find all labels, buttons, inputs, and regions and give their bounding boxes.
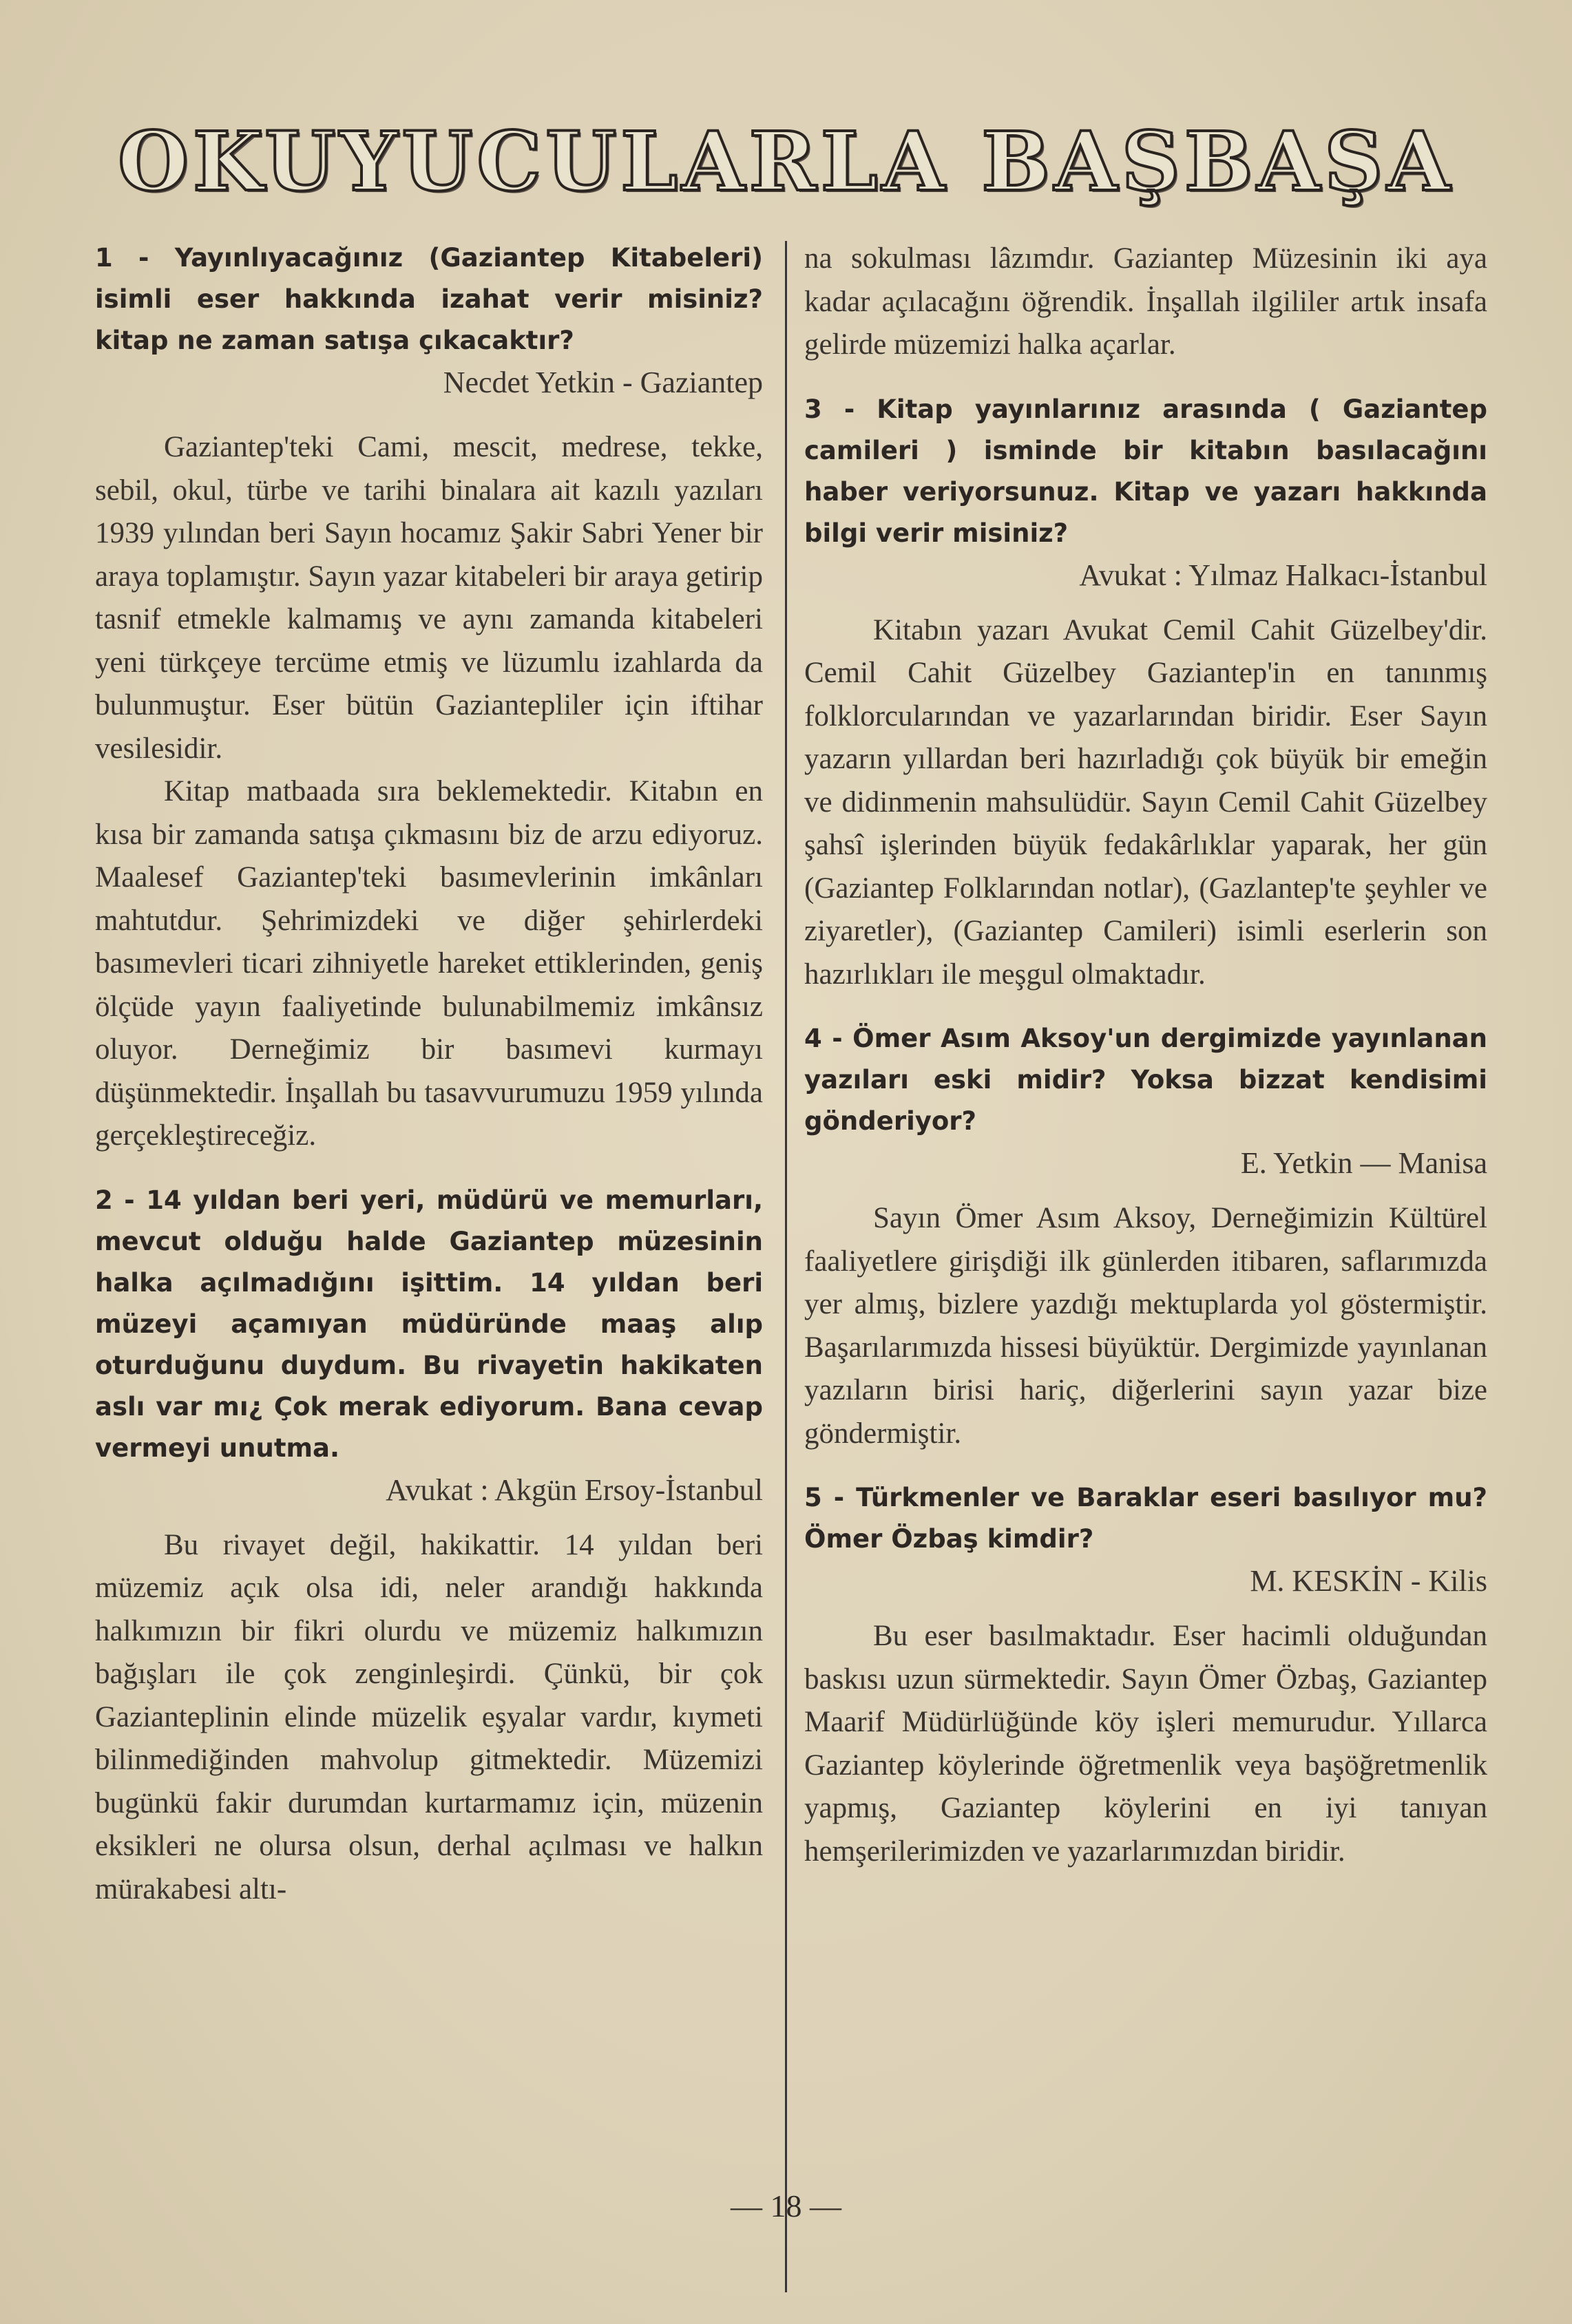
question-4-author: E. Yetkin — Manisa <box>1240 1146 1487 1180</box>
question-1-author: Necdet Yetkin - Gaziantep <box>443 366 763 399</box>
answer-1-paragraph-1: Gaziantep'teki Cami, mescit, medrese, tekke, sebil, okul, türbe ve tarihi binalara ait kazılı yazıları 1939 yılından beri Sayın hocamız Şakir Sabri Yener bir araya toplamıştır. Sayın yazar kitabeleri bir araya getirip tasnif etmekle kalmamış ve aynı zamanda kitabeleri yeni türkçeye tercüme etmiş ve lüzumlu izahlarda da bulunmuştur. Eser bütün Gaziantepliler için iftihar vesilesidir. <box>95 431 763 765</box>
question-2-author: Avukat : Akgün Ersoy-İstanbul <box>386 1472 763 1507</box>
answer-3-paragraph-1: Kitabın yazarı Avukat Cemil Cahit Güzelbey'dir. Cemil Cahit Güzelbey Gaziantep'in en tanınmış folklorcularından ve yazarlarından biridir. Eser Sayın yazarın yıllardan beri hazırladığı çok büyük bir emeğin ve didinmenin mahsulüdür. Sayın Cemil Cahit Güzelbey şahsî işlerinden büyük fedakârlıklar yaparak, her gün (Gaziantep Folklarından notlar), (Gazlantep'te şeyhler ve ziyaretler), (Gaziantep Camileri) isimli eserlerin son hazırlıkları ile meşgul olmaktadır. <box>804 613 1487 991</box>
answer-2-continued: na sokulması lâzımdır. Gaziantep Müzesinin iki aya kadar açılacağını öğrendik. İnşallah ilgililer artık insafa gelirde müzemizi halka açarlar. <box>804 242 1487 361</box>
column-divider <box>785 241 787 2292</box>
question-3-author: Avukat : Yılmaz Halkacı-İstanbul <box>1079 558 1487 592</box>
right-column <box>804 237 1487 1873</box>
page-number: — 18 — <box>731 2188 841 2223</box>
question-5-author: M. KESKİN - Kilis <box>1250 1564 1487 1598</box>
question-5: 5 - Türkmenler ve Baraklar eseri basılıyor mu? Ömer Özbaş kimdir? <box>804 1483 1487 1554</box>
answer-4-paragraph-1: Sayın Ömer Asım Aksoy, Derneğimizin Kültürel faaliyetlere girişdiği ilk günlerden itibaren, saflarımızda yer almış, bizlere yazdığı mektuplarda yol göstermiştir. Başarılarımızda hissesi büyüktür. Dergimizde yayınlanan yazıların birisi hariç, diğerlerini sayın yazar bize göndermiştir. <box>804 1202 1487 1450</box>
question-3: 3 - Kitap yayınlarınız arasında ( Gaziantep camileri ) isminde bir kitabın basılacağını haber veriyorsunuz. Kitap ve yazarı hakkında bilgi verir misiniz? <box>804 394 1487 548</box>
left-column <box>95 237 763 1911</box>
question-2: 2 - 14 yıldan beri yeri, müdürü ve memurları, mevcut olduğu halde Gaziantep müzesinin halka açılmadığını işittim. 14 yıldan beri müzeyi açamıyan müdüründe maaş alıp oturduğunu duydum. Bu rivayetin hakikaten aslı var mı¿ Çok merak ediyorum. Bana cevap vermeyi unutma. <box>95 1185 763 1463</box>
answer-2-paragraph-1: Bu rivayet değil, hakikattir. 14 yıldan beri müzemiz açık olsa idi, neler arandığı hakkında halkımızın bir fikri olurdu ve müzemiz halkımızın bağışları ile çok zenginleşirdi. Çünkü, bir çok Gazianteplinin elinde müzelik eşyalar vardır, kıymeti bilinmediğinden mahvolup gitmektedir. Müzemizi bugünkü fakir durumdan kurtarmamız için, müzenin eksikleri ne olursa olsun, derhal açılması ve halkın mürakabesi altı- <box>95 1528 763 1905</box>
question-1: 1 - Yayınlıyacağınız (Gaziantep Kitabeleri) isimli eser hakkında izahat verir misiniz? kitap ne zaman satışa çıkacaktır? <box>95 243 763 355</box>
answer-1-paragraph-2: Kitap matbaada sıra beklemektedir. Kitabın en kısa bir zamanda satışa çıkmasını biz de arzu ediyoruz. Maalesef Gaziantep'teki basımevlerinin imkânları mahtutdur. Şehrimizdeki ve diğer şehirlerdeki basımevleri ticari zihniyetle hareket ettiklerinden, geniş ölçüde yayın faaliyetinde bulunabilmemiz imkânsız oluyor. Derneğimiz bir basımevi kurmayı düşünmektedir. İnşallah bu tasavvurumuzu 1959 yılında gerçekleştireceğiz. <box>95 775 763 1152</box>
answer-5-paragraph-1: Bu eser basılmaktadır. Eser hacimli olduğundan baskısı uzun sürmektedir. Sayın Ömer Özbaş, Gaziantep Maarif Müdürlüğünde köy işleri memurudur. Yıllarca Gaziantep köylerinde öğretmenlik veya başöğretmenlik yapmış, Gaziantep köylerini en iyi tanıyan hemşerilerimizden ve yazarlarımızdan biridir. <box>804 1620 1487 1868</box>
question-4: 4 - Ömer Asım Aksoy'un dergimizde yayınlanan yazıları eski midir? Yoksa bizzat kendisimi gönderiyor? <box>804 1024 1487 1136</box>
page-title: OKUYUCULARLA BAŞBAŞA <box>118 114 1454 209</box>
